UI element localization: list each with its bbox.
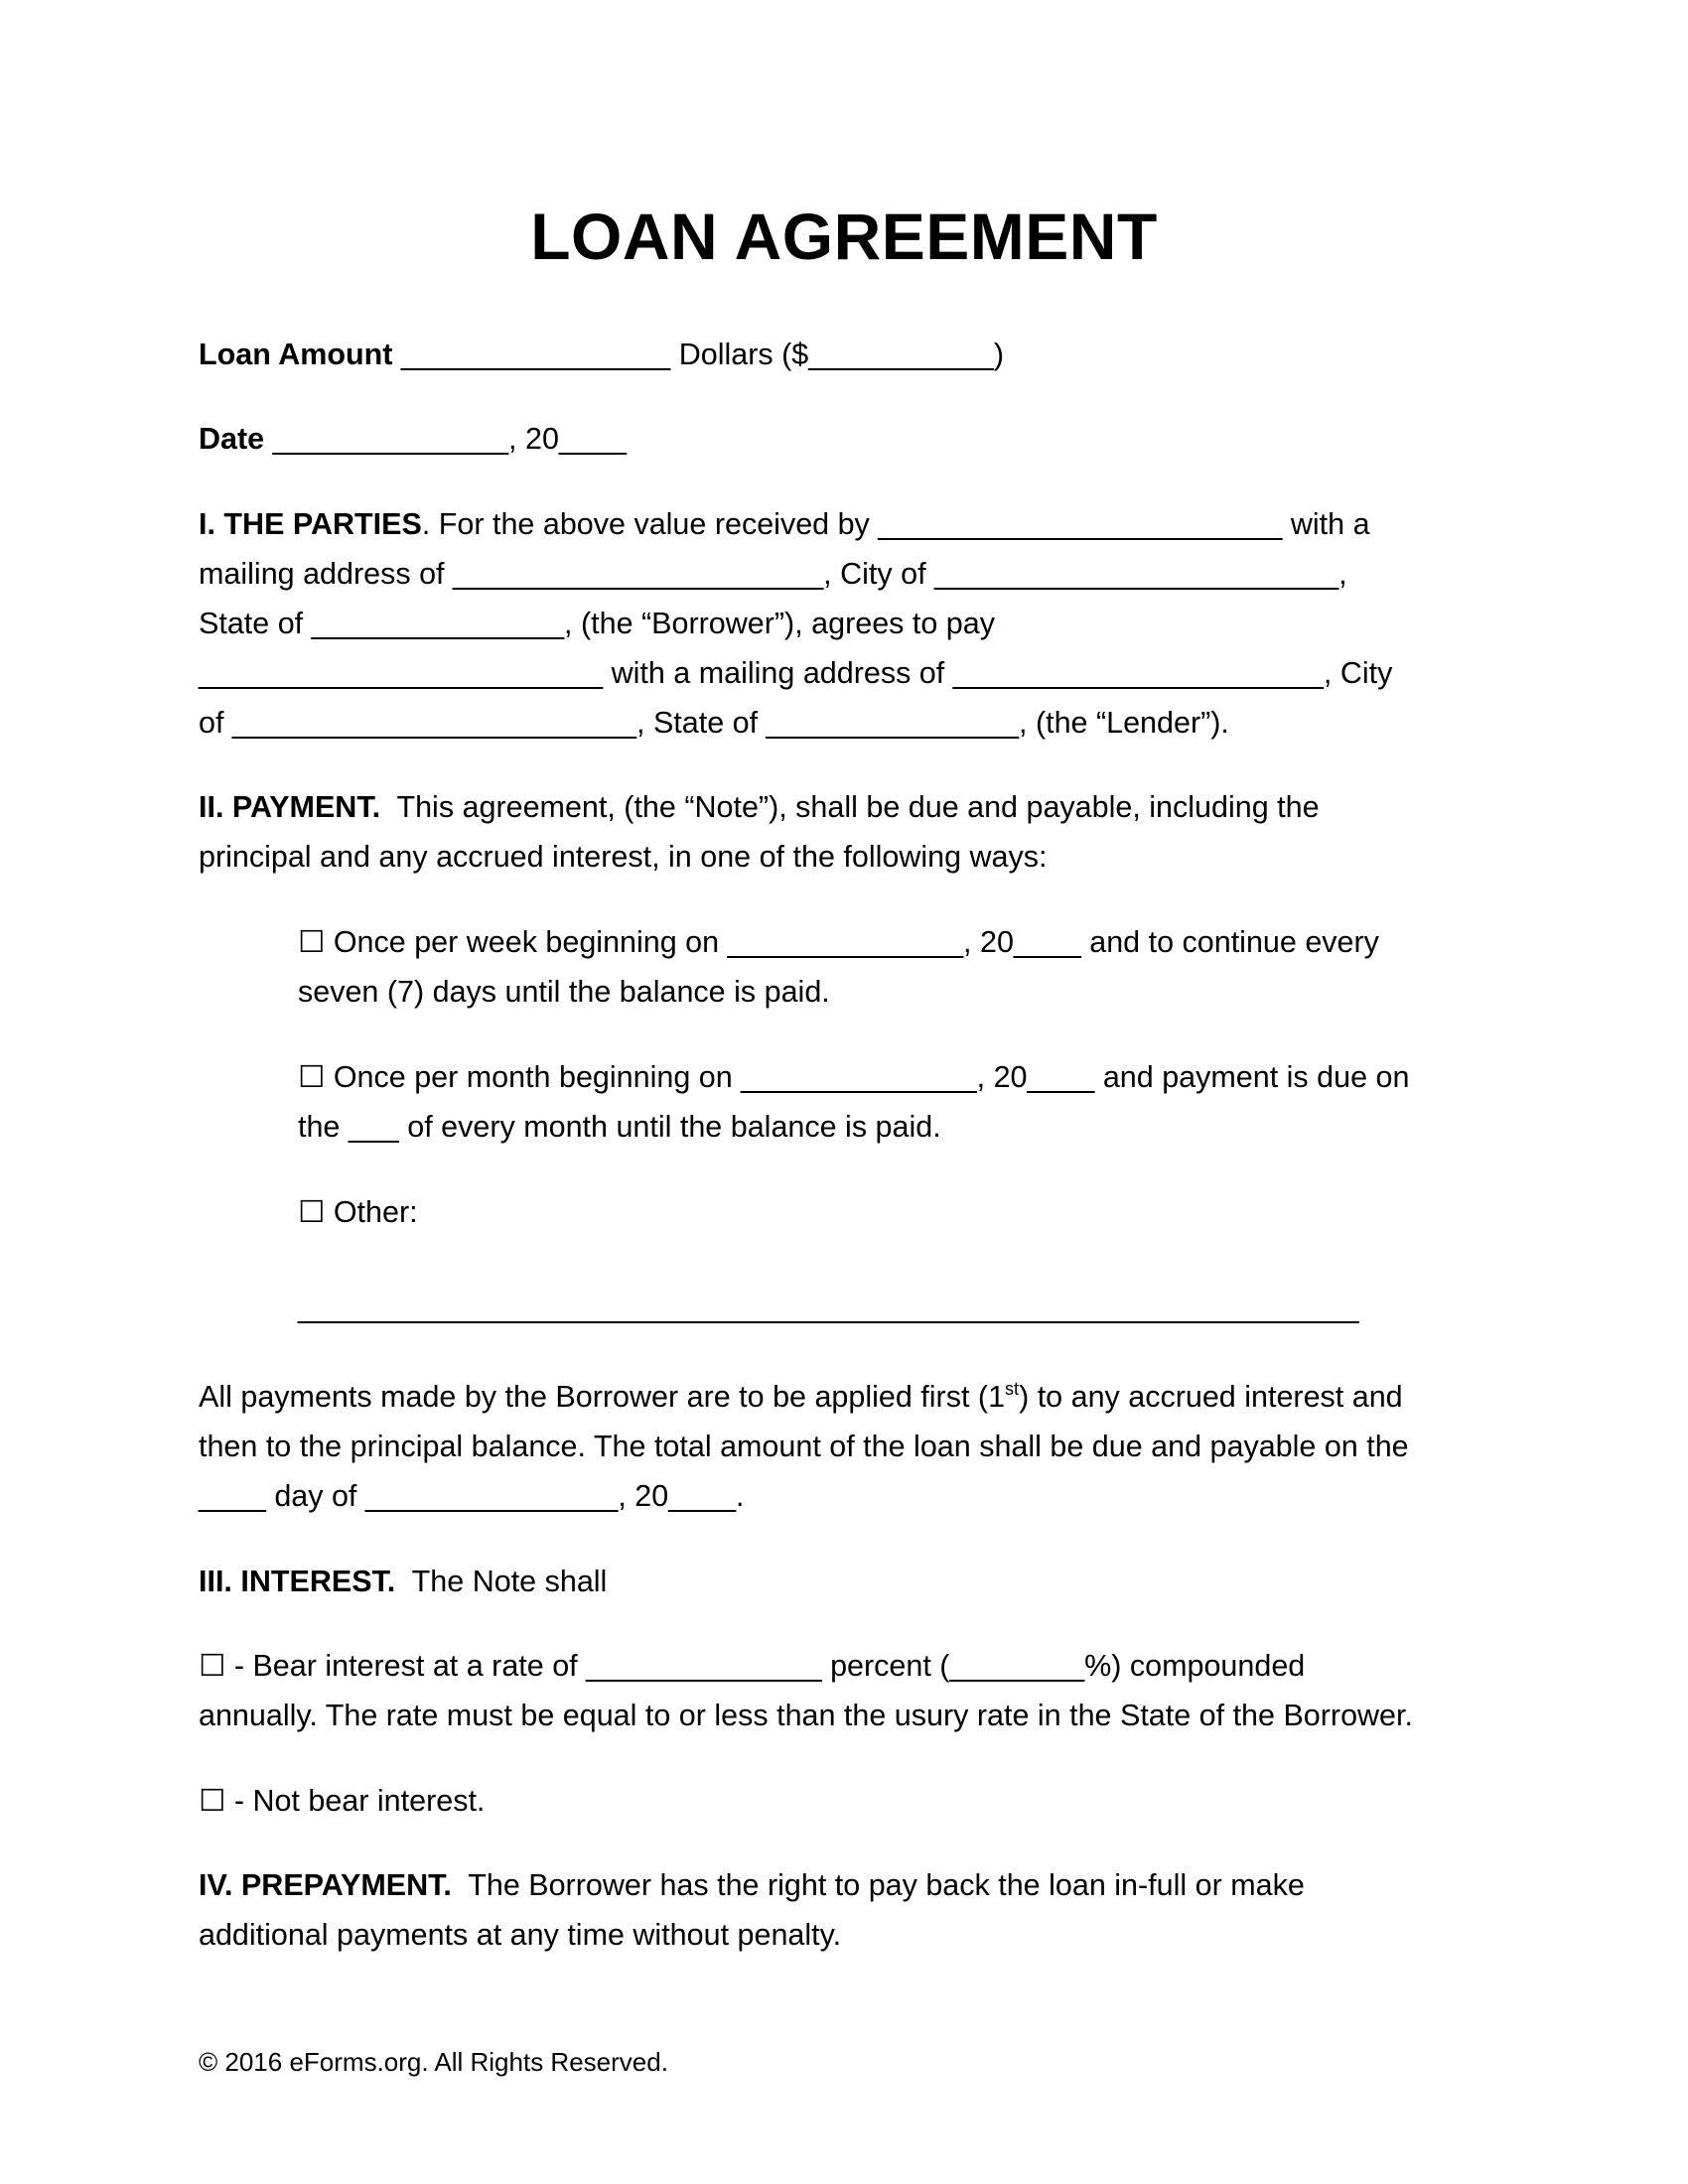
loan-amount-blanks: ________________ Dollars ($___________) [392, 338, 1004, 371]
payment-application [199, 1372, 1489, 1521]
payment-option-monthly [298, 1052, 1489, 1152]
parties-line-3: State of _______________, (the “Borrower”), agrees to pay [199, 607, 995, 640]
date-label: Date [199, 422, 265, 456]
interest-section [199, 1557, 1489, 1606]
payment-section [199, 782, 1489, 882]
page-title: LOAN AGREEMENT [530, 200, 1158, 273]
payment-other-blank [298, 1283, 1489, 1332]
other-checkbox-label: ☐ Other: [298, 1195, 418, 1229]
applied-line-1-post: ) to any accrued interest and [1019, 1380, 1403, 1414]
parties-line-2: mailing address of ______________________, City of ________________________, [199, 557, 1347, 591]
parties-section [199, 499, 1489, 748]
bear-interest-line-1: ☐ - Bear interest at a rate of ______________ percent (________%) compounded [199, 1649, 1306, 1683]
applied-line-3: ____ day of _______________, 20____. [199, 1479, 745, 1513]
parties-line-4: ________________________ with a mailing address of ______________________, City [199, 656, 1393, 690]
weekly-checkbox-line-2: seven (7) days until the balance is paid. [298, 975, 830, 1009]
applied-line-1-pre: All payments made by the Borrower are to be applied first (1 [199, 1380, 1006, 1414]
interest-intro: The Note shall [395, 1565, 608, 1598]
date-blanks: ______________, 20____ [264, 422, 627, 456]
monthly-checkbox-line-2: the ___ of every month until the balance is paid. [298, 1110, 941, 1144]
parties-heading: I. THE PARTIES [199, 507, 422, 541]
prepayment-line-2: additional payments at any time without penalty. [199, 1918, 842, 1952]
weekly-checkbox-line-1: ☐ Once per week beginning on ______________, 20____ and to continue every [298, 925, 1379, 959]
prepayment-section [199, 1860, 1489, 1960]
payment-heading: II. PAYMENT. [199, 790, 381, 824]
parties-line-5: of ________________________, State of _______________, (the “Lender”). [199, 706, 1229, 740]
loan-amount-line [199, 330, 1489, 379]
other-blank-line: _______________________________________________________________ [298, 1291, 1359, 1324]
interest-option-not [199, 1776, 1489, 1826]
payment-line-2: principal and any accrued interest, in one of the following ways: [199, 840, 1048, 874]
payment-line-1: This agreement, (the “Note”), shall be due and payable, including the [380, 790, 1320, 824]
bear-interest-line-2: annually. The rate must be equal to or less than the usury rate in the State of the Borrower. [199, 1699, 1413, 1732]
prepayment-heading: IV. PREPAYMENT. [199, 1868, 452, 1902]
monthly-checkbox-line-1: ☐ Once per month beginning on ______________, 20____ and payment is due on [298, 1060, 1410, 1094]
payment-option-weekly [298, 917, 1489, 1017]
copyright-footer: © 2016 eForms.org. All Rights Reserved. [199, 2047, 668, 2077]
interest-option-bear [199, 1641, 1489, 1740]
prepayment-line-1: The Borrower has the right to pay back the loan in-full or make [451, 1868, 1305, 1902]
payment-option-other [298, 1187, 1489, 1237]
applied-line-2: then to the principal balance. The total amount of the loan shall be due and payable on the [199, 1430, 1409, 1463]
interest-heading: III. INTEREST. [199, 1565, 396, 1598]
date-line [199, 414, 1489, 464]
applied-superscript: st [1005, 1379, 1020, 1399]
not-bear-interest-line: ☐ - Not bear interest. [199, 1784, 486, 1818]
parties-line-1: . For the above value received by ________________________ with a [421, 507, 1370, 541]
loan-amount-label: Loan Amount [199, 338, 393, 371]
